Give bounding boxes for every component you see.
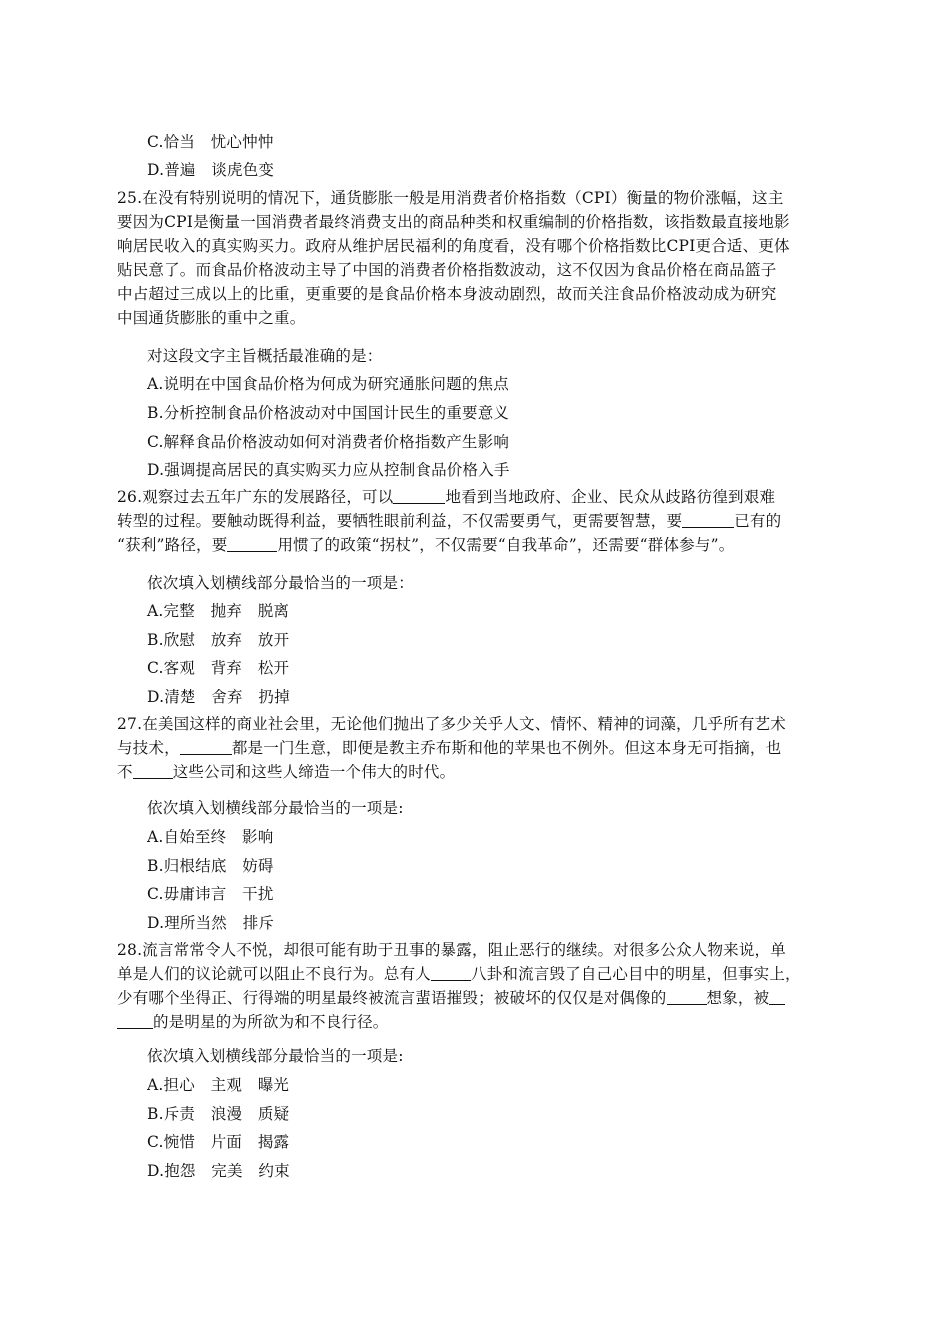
q26-stem-line [117, 485, 775, 509]
q26-text: 地看到当地政府、企业、民众从歧路彷徨到艰难 [445, 488, 776, 506]
q27-option-d: D.理所当然 排斥 [147, 914, 275, 932]
q28-stem-line [117, 962, 801, 986]
q26-blank-2 [682, 511, 734, 528]
q28-blank-1 [431, 964, 471, 981]
q28-option-b: B.斥责 浪漫 质疑 [147, 1105, 290, 1123]
q28-text: 少有哪个坐得正、行得端的明星最终被流言蜚语摧毁；被破坏的仅仅是对偶像的 [117, 989, 667, 1007]
q25-stem-line: 25.在没有特别说明的情况下，通货膨胀一般是用消费者价格指数（CPI）衡量的物价涨幅，这主 [117, 189, 784, 207]
q24-option-c: C.恰当 忧心忡忡 [147, 133, 274, 151]
q25-stem-line: 贴民意了。而食品价格波动主导了中国的消费者价格指数波动，这不仅因为食品价格在商品篮子 [117, 261, 777, 279]
q26-blank-3 [227, 535, 277, 552]
q28-stem-line: 28.流言常常令人不悦，却很可能有助于丑事的暴露，阻止恶行的继续。对很多公众人物来说，单 [117, 941, 786, 959]
q28-blank-2 [667, 988, 707, 1005]
q27-blank-1 [180, 738, 232, 755]
q25-stem-line: 中占超过三成以上的比重，更重要的是食品价格本身波动剧烈，故而关注食品价格波动成为研究 [117, 285, 777, 303]
q26-text: 转型的过程。要触动既得利益，要牺牲眼前利益，不仅需要勇气，更需要智慧，要 [117, 512, 683, 530]
q26-text: 26.观察过去五年广东的发展路径，可以 [117, 488, 394, 506]
q25-option-b: B.分析控制食品价格波动对中国国计民生的重要意义 [147, 404, 510, 422]
q25-stem-line: 响居民收入的真实购买力。政府从维护居民福利的角度看，没有哪个价格指数比CPI更合适、更体 [117, 237, 790, 255]
q27-text: 不 [117, 763, 133, 781]
q28-option-a: A.担心 主观 曝光 [147, 1076, 290, 1094]
q28-blank-3-end [117, 1012, 153, 1029]
q28-text: 想象，被 [706, 989, 770, 1007]
q28-text: 单是人们的议论就可以阻止不良行为。总有人 [117, 965, 432, 983]
q26-option-a: A.完整 抛弃 脱离 [147, 602, 290, 620]
q27-option-a: A.自始至终 影响 [147, 828, 274, 846]
q26-text: 已有的 [734, 512, 782, 530]
q27-option-b: B.归根结底 妨碍 [147, 857, 274, 875]
q28-prompt: 依次填入划横线部分最恰当的一项是: [147, 1047, 404, 1065]
q27-option-c: C.毋庸讳言 干扰 [147, 885, 274, 903]
q26-text: 用惯了的政策“拐杖”，不仅需要“自我革命”，还需要“群体参与”。 [277, 536, 735, 554]
q28-stem-line [117, 1010, 389, 1034]
q25-option-d: D.强调提高居民的真实购买力应从控制食品价格入手 [147, 461, 510, 479]
q26-prompt: 依次填入划横线部分最恰当的一项是： [147, 574, 414, 592]
q28-stem-line [117, 986, 785, 1010]
q26-option-d: D.清楚 舍弃 扔掉 [147, 688, 290, 706]
q27-blank-2 [133, 762, 173, 779]
q25-stem-line: 中国通货膨胀的重中之重。 [117, 309, 306, 327]
q27-stem-line [117, 760, 455, 784]
q28-text: 的是明星的为所欲为和不良行径。 [153, 1013, 389, 1031]
q27-prompt: 依次填入划横线部分最恰当的一项是: [147, 799, 404, 817]
q26-blank-1 [393, 487, 445, 504]
q26-text: “获利”路径，要 [117, 536, 228, 554]
q28-option-d: D.抱怨 完美 约束 [147, 1162, 290, 1180]
q26-stem-line [117, 509, 781, 533]
q26-stem-line [117, 533, 734, 557]
q27-text: 都是一门生意，即便是教主乔布斯和他的苹果也不例外。但这本身无可指摘，也 [231, 739, 782, 757]
q27-text: 这些公司和这些人缔造一个伟大的时代。 [172, 763, 456, 781]
q25-option-c: C.解释食品价格波动如何对消费者价格指数产生影响 [147, 433, 510, 451]
q25-option-a: A.说明在中国食品价格为何成为研究通胀问题的焦点 [147, 375, 509, 393]
q27-text: 与技术， [117, 739, 180, 757]
q26-option-b: B.欣慰 放弃 放开 [147, 631, 290, 649]
q24-option-d: D.普遍 谈虎色变 [147, 161, 275, 179]
q25-prompt: 对这段文字主旨概括最准确的是： [147, 347, 383, 365]
q27-stem-line [117, 736, 781, 760]
q28-option-c: C.惋惜 片面 揭露 [147, 1133, 290, 1151]
q28-text: 八卦和流言毁了自己心目中的明星，但事实上， [471, 965, 801, 983]
q25-stem-line: 要因为CPI是衡量一国消费者最终消费支出的商品种类和权重编制的价格指数，该指数最直接地影 [117, 213, 790, 231]
q27-stem-line: 27.在美国这样的商业社会里，无论他们抛出了多少关乎人文、情怀、精神的词藻，几乎所有艺术 [117, 715, 786, 733]
q28-blank-3-start [769, 988, 785, 1005]
q26-option-c: C.客观 背弃 松开 [147, 659, 290, 677]
